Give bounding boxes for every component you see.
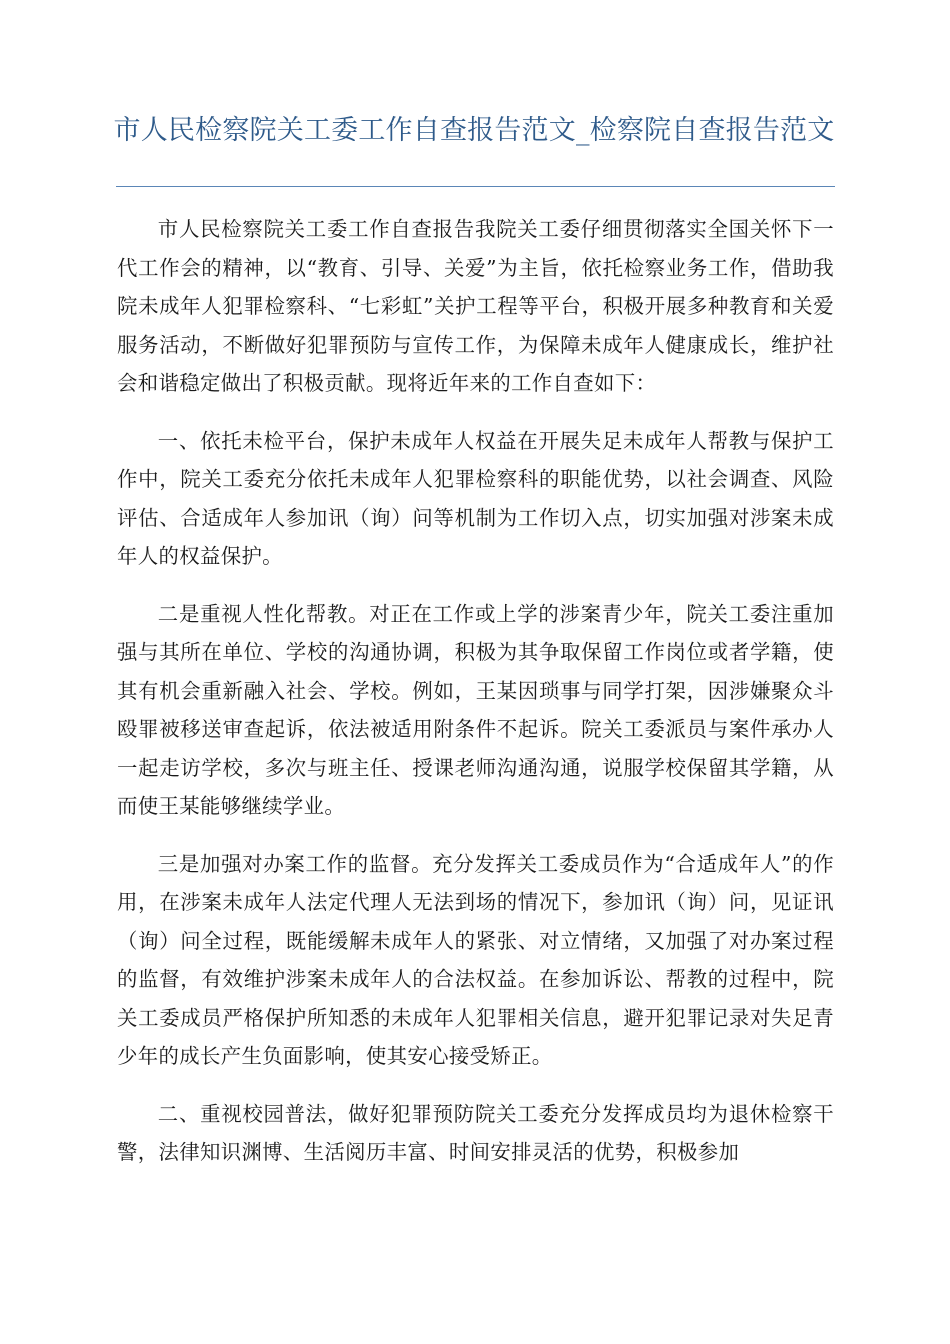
paragraph-point-2: 二是重视人性化帮教。对正在工作或上学的涉案青少年，院关工委注重加强与其所在单位、学校的沟通协调，积极为其争取保留工作岗位或者学籍，使其有机会重新融入社会、学校。例如，王某因琐事与同学打架，因涉嫌聚众斗殴罪被移送审查起诉，依法被适用附条件不起诉。院关工委派员与案件承办人一起走访学校，多次与班主任、授课老师沟通沟通，说服学校保留其学籍，从而使王某能够继续学业。 [117,601,834,818]
title-divider [116,186,835,187]
document-body [117,210,834,1191]
paragraph-intro: 市人民检察院关工委工作自查报告我院关工委仔细贯彻落实全国关怀下一代工作会的精神，以“教育、引导、关爱”为主旨，依托检察业务工作，借助我院未成年人犯罪检察科、“七彩虹”关护工程等平台，积极开展多种教育和关爱服务活动，不断做好犯罪预防与宣传工作，为保障未成年人健康成长，维护社会和谐稳定做出了积极贡献。现将近年来的工作自查如下： [117,217,834,395]
paragraph-section-2: 二、重视校园普法，做好犯罪预防院关工委充分发挥成员均为退休检察干警，法律知识渊博、生活阅历丰富、时间安排灵活的优势，积极参加 [117,1101,834,1164]
paragraph-point-3: 三是加强对办案工作的监督。充分发挥关工委成员作为“合适成年人”的作用，在涉案未成年人法定代理人无法到场的情况下，参加讯（询）问，见证讯（询）问全过程，既能缓解未成年人的紧张、对立情绪，又加强了对办案过程的监督，有效维护涉案未成年人的合法权益。在参加诉讼、帮教的过程中，院关工委成员严格保护所知悉的未成年人犯罪相关信息，避开犯罪记录对失足青少年的成长产生负面影响，使其安心接受矫正。 [117,851,834,1068]
paragraph-section-1: 一、依托未检平台，保护未成年人权益在开展失足未成年人帮教与保护工作中，院关工委充分依托未成年人犯罪检察科的职能优势，以社会调查、风险评估、合适成年人参加讯（询）问等机制为工作切入点，切实加强对涉案未成年人的权益保护。 [117,428,834,568]
document-title: 市人民检察院关工委工作自查报告范文_检察院自查报告范文 [113,115,835,146]
